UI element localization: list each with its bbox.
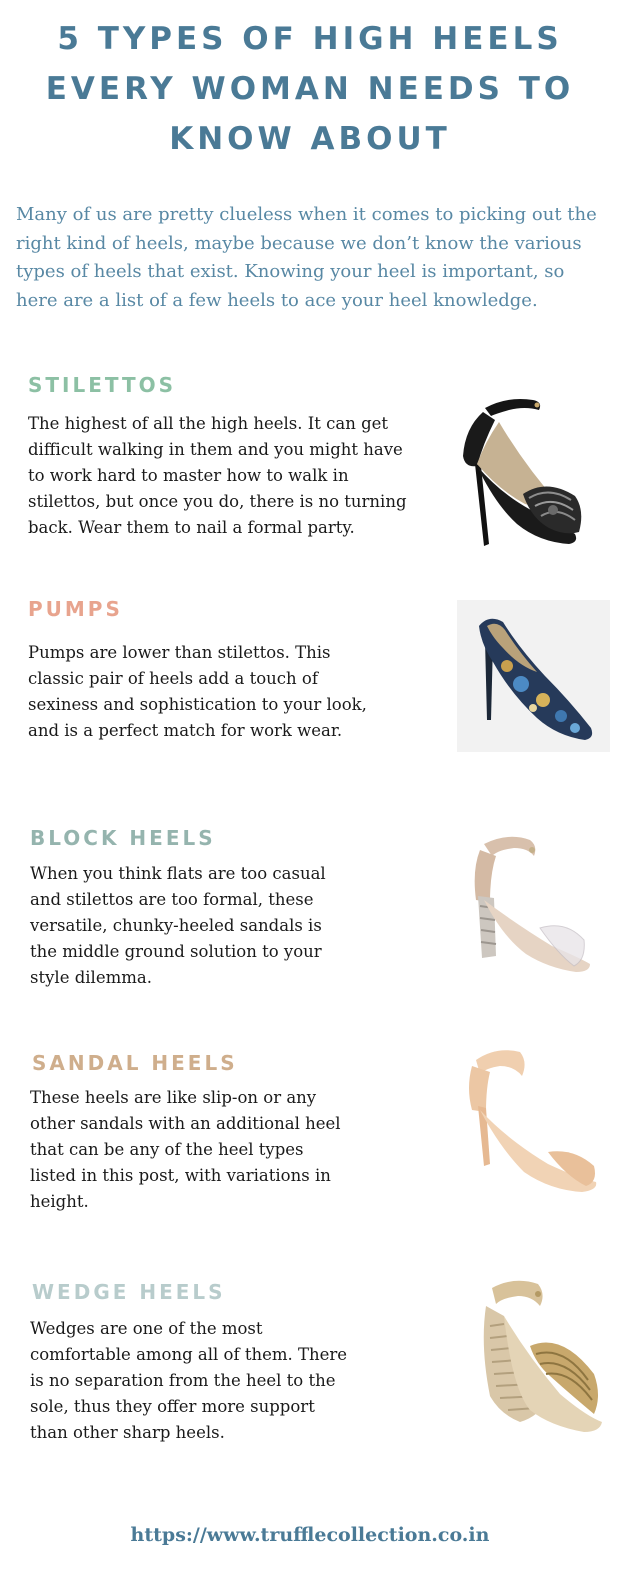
page-title: 5 TYPES OF HIGH HEELS EVERY WOMAN NEEDS TO KNOW ABOUT <box>45 21 575 157</box>
wedge-heels-description: Wedges are one of the most comfortable among all of them. There is no separation from the heel to the sole, thus they offer more support than other sharp heels. <box>30 1319 348 1442</box>
pumps-heading: PUMPS <box>28 597 123 621</box>
wedge-shoe-image <box>470 1276 610 1446</box>
sandal-heel-shoe-image <box>462 1044 602 1196</box>
block-heels-description: When you think flats are too casual and stilettos are too formal, these versatile, chunky-heeled sandals is the middle ground solution to your style dilemma. <box>30 864 326 987</box>
sandal-heels-heading: SANDAL HEELS <box>32 1051 238 1075</box>
stilettos-heading: STILETTOS <box>28 373 177 397</box>
wedge-heels-heading: WEDGE HEELS <box>32 1280 226 1304</box>
sandal-heels-description: These heels are like slip-on or any other sandals with an additional heel that can be any of the heel types listed in this post, with variations in height. <box>30 1088 341 1211</box>
block-heel-shoe-image <box>462 830 602 980</box>
intro-paragraph: Many of us are pretty clueless when it comes to picking out the right kind of heels, maybe because we don’t know the various types of heels that exist. Knowing your heel is important, so here are a list of a few heels to ace your heel knowledge. <box>16 204 597 311</box>
block-heels-heading: BLOCK HEELS <box>30 826 216 850</box>
pump-shoe-image <box>457 600 610 752</box>
footer-website-link[interactable]: https://www.trufflecollection.co.in <box>130 1524 490 1546</box>
stiletto-shoe-image <box>455 394 590 559</box>
pumps-description: Pumps are lower than stilettos. This classic pair of heels add a touch of sexiness and sophistication to your look, and is a perfect match for work wear. <box>28 643 367 740</box>
stilettos-description: The highest of all the high heels. It can get difficult walking in them and you might have to work hard to master how to walk in stilettos, but once you do, there is no turning back. Wear them to nail a formal party. <box>28 414 407 537</box>
